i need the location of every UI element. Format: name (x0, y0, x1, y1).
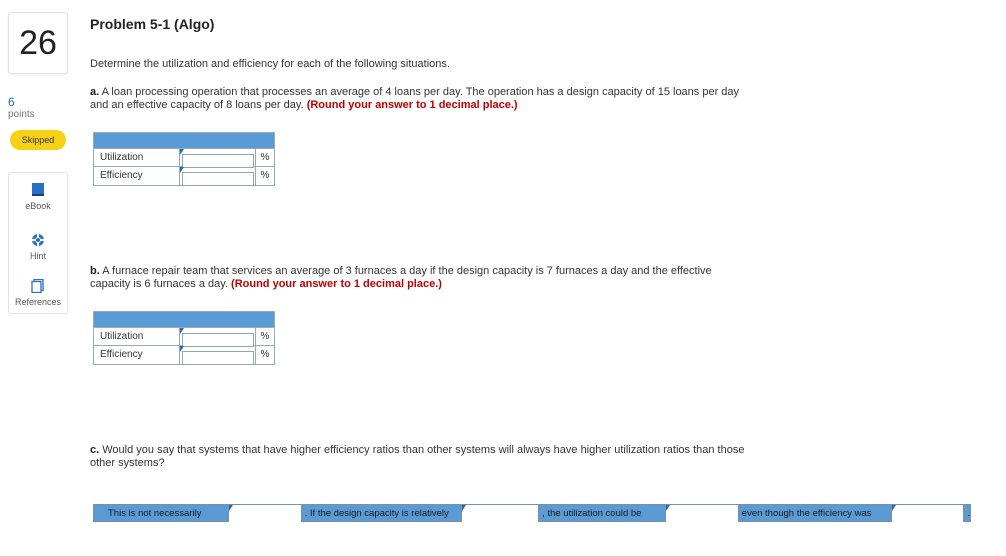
table-row (94, 167, 274, 185)
part-b-round-note: (Round your answer to 1 decimal place.) (231, 278, 442, 290)
part-a-answer-table (93, 132, 275, 186)
part-c-blank-3[interactable] (666, 508, 738, 524)
unit-label: % (260, 152, 270, 163)
part-c-label: c. (90, 444, 100, 456)
part-b-line1: A furnace repair team that services an average of 3 furnaces a day if the design capacity is 7 furnaces a day and the effective (102, 265, 712, 277)
part-c-blank-4[interactable] (892, 508, 964, 524)
flag-icon (462, 505, 466, 511)
part-b-text (90, 265, 810, 291)
table-row (94, 149, 274, 167)
references-icon (31, 279, 45, 293)
part-c-text (90, 444, 810, 470)
flag-icon (180, 149, 184, 155)
part-b-line2: capacity is 6 furnaces a day. (90, 278, 228, 290)
status-badge: Skipped (10, 130, 66, 150)
sentence-segment: , the utilization could be (542, 507, 642, 519)
flag-icon (180, 167, 184, 173)
part-c-line2: other systems? (90, 457, 165, 469)
part-c-fill-in-row (93, 504, 971, 522)
references-label: References (14, 297, 62, 307)
flag-icon (666, 505, 670, 511)
part-b-answer-table (93, 311, 275, 365)
row-label: Efficiency (94, 167, 180, 185)
problem-intro: Determine the utilization and efficiency for each of the following situations. (90, 58, 450, 70)
part-b-utilization-input[interactable] (182, 333, 254, 347)
part-a-efficiency-input[interactable] (182, 172, 254, 186)
sentence-segment: . If the design capacity is relatively (304, 507, 449, 519)
row-label: Utilization (94, 328, 180, 345)
sentence-segment: even though the efficiency was (741, 507, 872, 519)
hint-label: Hint (29, 251, 46, 261)
problem-title: Problem 5-1 (Algo) (90, 16, 215, 32)
part-a-label: a. (90, 86, 100, 98)
part-a-round-note: (Round your answer to 1 decimal place.) (306, 99, 518, 111)
sentence-segment: This is not necessarily (108, 507, 202, 519)
table-header (94, 133, 274, 149)
part-a-utilization-input[interactable] (182, 154, 254, 168)
sentence-segment: . (967, 507, 970, 519)
points-label: points (8, 109, 35, 120)
ebook-icon (31, 183, 45, 197)
ebook-label: eBook (25, 201, 51, 211)
part-a-line2: and an effective capacity of 8 loans per day. (90, 99, 304, 111)
part-c-blank-1[interactable] (229, 508, 301, 524)
hint-lifebuoy-icon (31, 233, 45, 247)
unit-label: % (260, 349, 270, 360)
tools-panel (8, 172, 68, 314)
hint-button[interactable] (9, 233, 67, 261)
row-label: Efficiency (94, 346, 180, 364)
row-label: Utilization (94, 149, 180, 166)
table-row (94, 346, 274, 364)
unit-label: % (260, 170, 270, 181)
part-a-text (90, 86, 810, 112)
part-b-label: b. (90, 265, 100, 277)
part-c-blank-2[interactable] (462, 508, 538, 524)
references-button[interactable] (9, 279, 67, 307)
part-a-line1: A loan processing operation that processes an average of 4 loans per day. The operation has a design capacity of 15 loans per day (101, 86, 740, 98)
question-number: 26 (8, 12, 68, 74)
table-row (94, 328, 274, 346)
flag-icon (892, 505, 896, 511)
flag-icon (180, 328, 184, 334)
flag-icon (180, 346, 184, 352)
ebook-button[interactable] (9, 183, 67, 211)
unit-label: % (260, 331, 270, 342)
flag-icon (229, 505, 233, 511)
table-header (94, 312, 274, 328)
points-value: 6 (8, 95, 15, 109)
part-b-efficiency-input[interactable] (182, 351, 254, 365)
part-c-line1: Would you say that systems that have higher efficiency ratios than other systems will always have higher utilization ratios than those (102, 444, 745, 456)
